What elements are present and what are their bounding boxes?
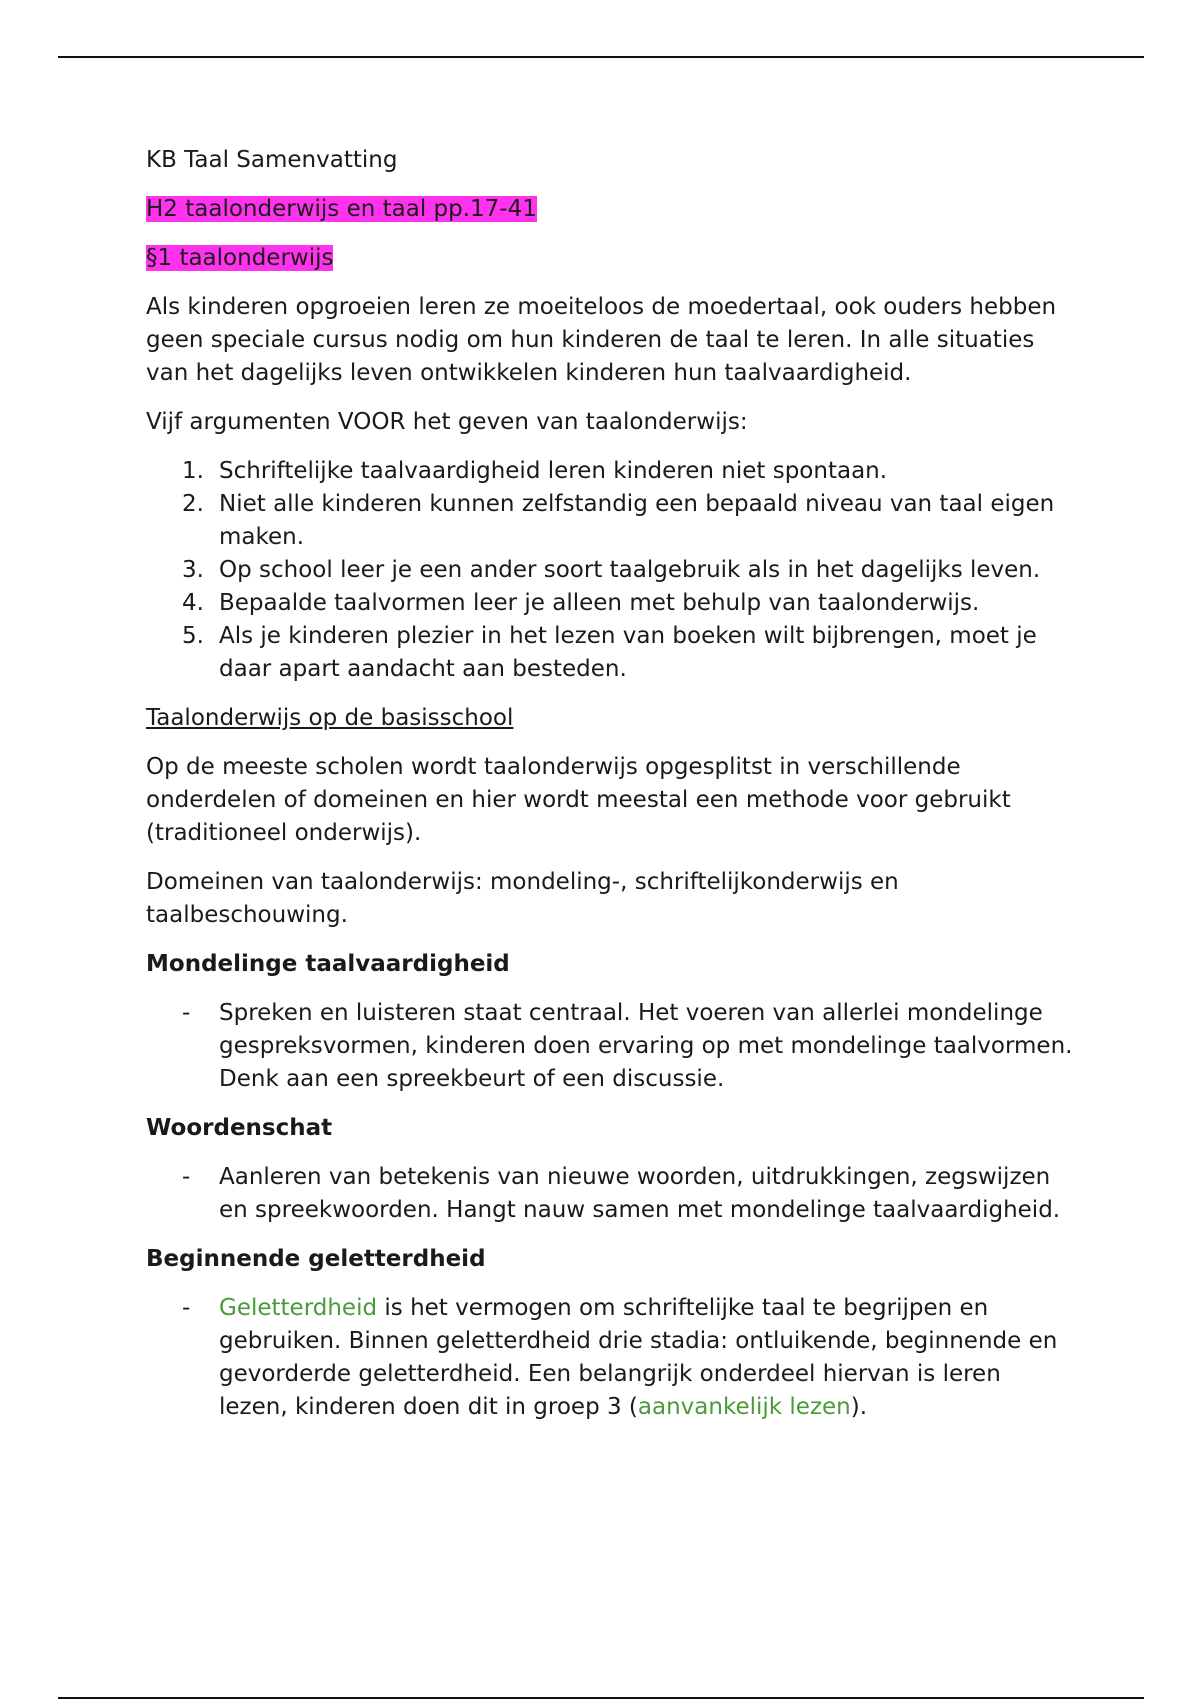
intro-paragraph: Als kinderen opgroeien leren ze moeiteloos de moedertaal, ook ouders hebben geen speciale cursus nodig om hun kinderen de taal te leren. In alle situaties van het dagelijks leven ontwikkelen kinderen hun taalvaardigheid. [146,294,1057,386]
list-item-text: Niet alle kinderen kunnen zelfstandig een bepaald niveau van taal eigen maken. [219,491,1055,550]
list-number: 2. [182,491,204,517]
list-item [146,455,1076,488]
basis-heading [146,702,1076,735]
mondeling-heading: Mondelinge taalvaardigheid [146,951,510,977]
basis-paragraph: Op de meeste scholen wordt taalonderwijs opgesplitst in verschillende onderdelen of domeinen en hier wordt meestal een methode voor gebruikt (traditioneel onderwijs). [146,754,1011,846]
document-body [146,144,1076,1440]
section-heading [146,242,1076,275]
list-item [146,1161,1076,1227]
dash-bullet: - [182,1295,191,1321]
list-number: 1. [182,458,204,484]
chapter-highlight: H2 taalonderwijs en taal pp.17-41 [146,196,537,222]
bottom-rule [58,1697,1144,1699]
top-rule [58,56,1144,58]
list-item [146,554,1076,587]
woordenschat-list [146,1161,1076,1227]
doc-title: KB Taal Samenvatting [146,147,398,173]
dash-bullet: - [182,1164,191,1190]
args-lead: Vijf argumenten VOOR het geven van taalonderwijs: [146,409,748,435]
list-item [146,1292,1076,1424]
geletterdheid-text-a: is het vermogen om schriftelijke taal te begrijpen en gebruiken. Binnen geletterdheid drie stadia: ontluikende, beginnende en gevorderde geletterdheid. Een belangrijk onderdeel hiervan is leren lezen, kinderen doen dit in groep 3 ( [219,1295,1058,1420]
list-item-text: Op school leer je een ander soort taalgebruik als in het dagelijks leven. [219,557,1041,583]
woordenschat-heading: Woordenschat [146,1115,333,1141]
list-item-text: Spreken en luisteren staat centraal. Het voeren van allerlei mondelinge gespreksvormen, kinderen doen ervaring op met mondelinge taalvormen. Denk aan een spreekbeurt of een discussie. [219,1000,1073,1092]
list-number: 3. [182,557,204,583]
list-item [146,587,1076,620]
list-number: 5. [182,623,204,649]
list-item-text: Bepaalde taalvormen leer je alleen met behulp van taalonderwijs. [219,590,980,616]
geletterdheid-heading: Beginnende geletterdheid [146,1246,486,1272]
list-item [146,620,1076,686]
dash-bullet: - [182,1000,191,1026]
list-number: 4. [182,590,204,616]
list-item [146,997,1076,1096]
section-highlight: §1 taalonderwijs [146,245,334,271]
domeinen-paragraph: Domeinen van taalonderwijs: mondeling-, schriftelijkonderwijs en taalbeschouwing. [146,869,899,928]
list-item [146,488,1076,554]
list-item-text: Schriftelijke taalvaardigheid leren kinderen niet spontaan. [219,458,888,484]
geletterdheid-list [146,1292,1076,1424]
list-item-text: Aanleren van betekenis van nieuwe woorden, uitdrukkingen, zegswijzen en spreekwoorden. Hangt nauw samen met mondelinge taalvaardigheid. [219,1164,1061,1223]
chapter-heading [146,193,1076,226]
term-aanvankelijk-lezen: aanvankelijk lezen [637,1394,851,1420]
mondeling-list [146,997,1076,1096]
geletterdheid-text-b: ). [850,1394,868,1420]
basis-heading-text: Taalonderwijs op de basisschool [146,705,514,731]
term-geletterdheid: Geletterdheid [219,1295,378,1321]
list-item-text: Als je kinderen plezier in het lezen van boeken wilt bijbrengen, moet je daar apart aandacht aan besteden. [219,623,1037,682]
arguments-list [146,455,1076,686]
